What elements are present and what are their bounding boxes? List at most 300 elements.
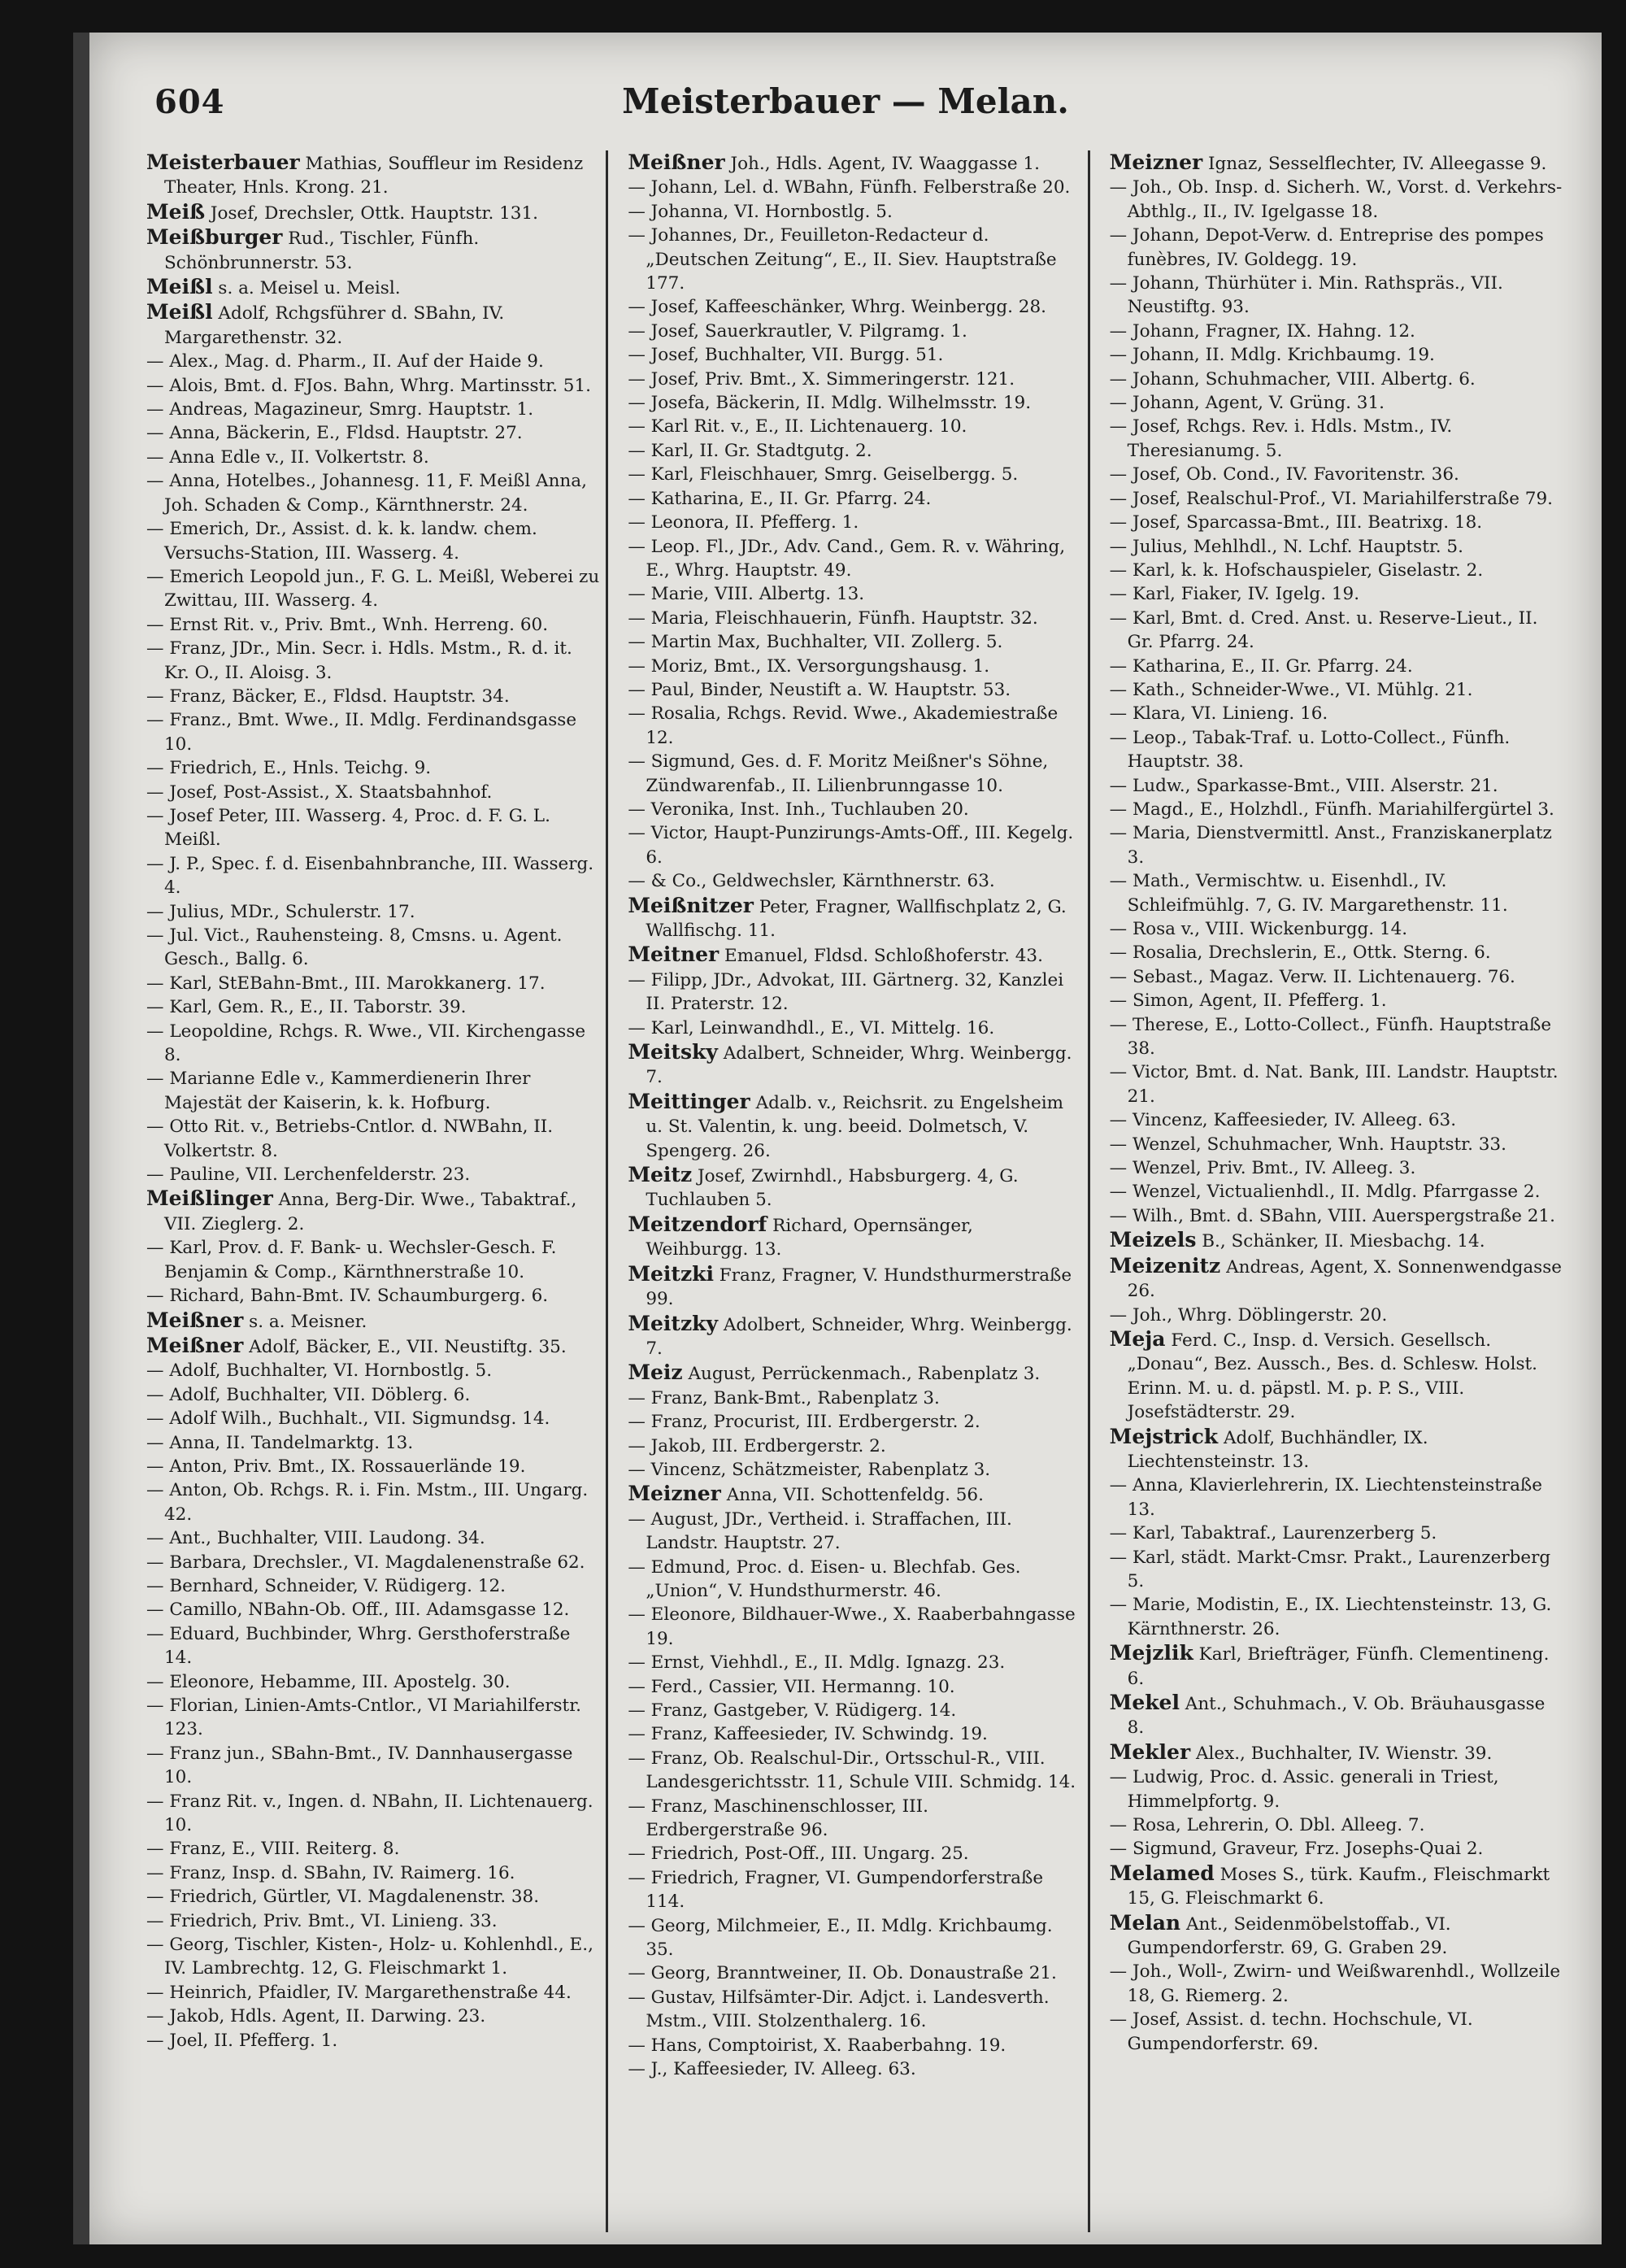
directory-entry [1110,1911,1563,1961]
directory-entry [1110,1425,1563,1474]
directory-entry [1110,1304,1563,1327]
entry-text: — Victor, Haupt-Punzirungs-Amts-Off., III. Kegelg. 6. [628,823,1074,868]
entry-surname: Meittinger [628,1089,750,1113]
entry-text: — Eleonore, Bildhauer-Wwe., X. Raaberbahngasse 19. [628,1604,1076,1649]
entry-text: — Sigmund, Ges. d. F. Moritz Meißner's Söhne, Zündwarenfab., II. Lilienbrunngasse 10. [628,751,1049,796]
directory-entry [1110,463,1563,486]
directory-entry [1110,487,1563,511]
directory-entry [1110,2008,1563,2056]
entry-text: — Paul, Binder, Neustift a. W. Hauptstr. 53. [628,679,1011,700]
directory-entry [146,446,599,469]
directory-entry [1110,1521,1563,1545]
directory-entry [628,176,1080,199]
entry-text: — Julius, Mehlhdl., N. Lchf. Hauptstr. 5. [1109,536,1463,557]
entry-text: s. a. Meisel u. Meisl. [212,278,401,299]
directory-entry [1110,272,1563,320]
entry-text: — Joel, II. Pfefferg. 1. [146,2030,338,2051]
directory-entry [146,900,599,924]
directory-entry [146,924,599,972]
directory-entry [628,1556,1080,1604]
directory-entry [146,1933,599,1981]
directory-entry [146,2005,599,2028]
entry-text: — Simon, Agent, II. Pfefferg. 1. [1109,990,1387,1012]
directory-entry [628,2057,1080,2081]
directory-entry [146,1020,599,1068]
directory-entry [1110,869,1563,917]
entry-text: Josef, Zwirnhdl., Habsburgerg. 4, G. Tuchlauben 5. [646,1166,1019,1211]
entry-text: — Pauline, VII. Lerchenfelderstr. 23. [146,1164,471,1186]
directory-entry [628,487,1080,511]
entry-text: — Florian, Linien-Amts-Cntlor., VI Mariahilferstr. 123. [146,1696,581,1740]
column-left [146,150,608,2232]
entry-text: — Friedrich, Priv. Bmt., VI. Linieng. 33. [146,1910,498,1931]
entry-text: Andreas, Agent, X. Sonnenwendgasse 26. [1127,1256,1562,1302]
directory-entry [628,1866,1080,1914]
directory-entry [1110,1740,1563,1765]
entry-text: August, Perrückenmach., Rabenplatz 3. [682,1364,1041,1385]
entry-surname: Mejzlik [1109,1641,1193,1665]
entry-text: — Rosa, Lehrerin, O. Dbl. Alleeg. 7. [1109,1815,1425,1836]
entry-text: — Vincenz, Schätzmeister, Rabenplatz 3. [628,1459,991,1480]
directory-entry [628,1040,1080,1090]
directory-entry [1110,511,1563,534]
entry-text: — Karl, II. Gr. Stadtgutg. 2. [628,440,872,461]
entry-surname: Melan [1109,1910,1181,1935]
directory-entry [146,1861,599,1885]
directory-entry [628,2034,1080,2057]
entry-text: — Franz, JDr., Min. Secr. i. Hdls. Mstm., R. d. it. Kr. O., II. Aloisg. 3. [146,638,572,683]
entry-surname: Meitzendorf [628,1212,767,1236]
directory-entry [628,655,1080,678]
entry-text: — Georg, Branntweiner, II. Ob. Donaustraße 21. [628,1963,1057,1984]
entry-text: — Franz., Bmt. Wwe., II. Mdlg. Ferdinandsgasse 10. [146,710,577,755]
entry-text: — Emerich, Dr., Assist. d. k. k. landw. chem. Versuchs-Station, III. Wasserg. 4. [146,519,537,564]
directory-entry [628,869,1080,893]
entry-text: — Emerich Leopold jun., F. G. L. Meißl, Weberei zu Zwittau, III. Wasserg. 4. [146,566,600,612]
directory-entry [146,1359,599,1382]
directory-entry [146,1284,599,1308]
entry-surname: Meitzky [628,1311,718,1335]
directory-entry [1110,774,1563,798]
entry-text: — Josef, Priv. Bmt., X. Simmeringerstr. 121. [628,368,1015,390]
directory-entry [146,1455,599,1478]
directory-entry [628,150,1080,176]
entry-text: — Franz, Maschinenschlosser, III. Erdbergerstraße 96. [628,1796,928,1841]
entry-text: — Josef, Post-Assist., X. Staatsbahnhof. [146,781,493,803]
directory-entry [1110,941,1563,964]
entry-text: Anna, VII. Schottenfeldg. 56. [720,1485,984,1506]
entry-text: — Johanna, VI. Hornbostlg. 5. [628,201,893,222]
entry-text: — Marianne Edle v., Kammerdienerin Ihrer Majestät der Kaiserin, k. k. Hofburg. [146,1069,531,1113]
directory-entry [1110,1813,1563,1837]
entry-text: — August, JDr., Vertheid. i. Straffachen, III. Landstr. Hauptstr. 27. [628,1508,1012,1554]
directory-entry [146,1885,599,1909]
entry-text: — Anna, Hotelbes., Johannesg. 11, F. Meißl Anna, Joh. Schaden & Comp., Kärnthnerstr. 24. [146,471,587,516]
entry-text: — Johann, Depot-Verw. d. Entreprise des pompes funèbres, IV. Goldegg. 19. [1109,225,1544,270]
entry-text: — Franz, Bank-Bmt., Rabenplatz 3. [628,1387,940,1408]
entry-text: — Joh., Ob. Insp. d. Sicherh. W., Vorst. d. Verkehrs-Abthlg., II., IV. Igelgasse 18. [1109,177,1563,222]
directory-entry [1110,224,1563,272]
page-number: 604 [154,83,225,121]
entry-text: — Friedrich, Fragner, VI. Gumpendorferstraße 114. [628,1867,1044,1913]
directory-entry [146,1837,599,1861]
entry-text: — Anton, Ob. Rchgs. R. i. Fin. Mstm., III. Ungarg. 42. [146,1480,589,1525]
entry-text: — Josef, Sauerkrautler, V. Pilgramg. 1. [628,320,967,342]
entry-text: — Camillo, NBahn-Ob. Off., III. Adamsgasse 12. [146,1600,570,1621]
directory-entry [146,200,599,225]
entry-text: — Friedrich, Gürtler, VI. Magdalenenstr. 38. [146,1887,540,1908]
entry-text: — Martin Max, Buchhalter, VII. Zollerg. 5. [628,632,1003,653]
directory-entry [1110,702,1563,725]
directory-entry [146,637,599,685]
entry-text: — Josef, Realschul-Prof., VI. Mariahilferstraße 79. [1109,488,1553,509]
entry-text: — Adolf, Buchhalter, VI. Hornbostlg. 5. [146,1360,493,1382]
entry-surname: Meizner [628,1482,721,1506]
entry-text: Ant., Schuhmach., V. Ob. Bräuhausgasse 8. [1127,1694,1546,1739]
entry-surname: Meißner [628,150,725,174]
directory-entry [1110,917,1563,941]
directory-entry [146,1694,599,1742]
entry-surname: Meitsky [628,1040,718,1064]
directory-entry [628,1961,1080,1985]
entry-text: — Karl, Gem. R., E., II. Taborstr. 39. [146,997,467,1018]
directory-columns [146,150,1569,2232]
entry-text: Ant., Seidenmöbelstoffab., VI. Gumpendorferstr. 69, G. Graben 29. [1127,1913,1451,1959]
entry-text: — Ant., Buchhalter, VIII. Laudong. 34. [146,1528,485,1549]
directory-entry [146,708,599,756]
entry-text: — Rosa v., VIII. Wickenburgg. 14. [1109,919,1408,939]
directory-entry [628,1914,1080,1962]
entry-text: — Joh., Woll-, Zwirn- und Weißwarenhdl., Wollzeile 18, G. Riemerg. 2. [1109,1961,1561,2006]
directory-entry [628,1163,1080,1212]
directory-entry [146,1574,599,1598]
directory-entry [1110,678,1563,702]
directory-entry [146,756,599,780]
entry-text: Adalbert, Schneider, Whrg. Weinbergg. 7. [646,1043,1072,1088]
entry-surname: Mekel [1109,1691,1180,1714]
entry-surname: Meitz [628,1163,693,1187]
entry-text: — Josefa, Bäckerin, II. Mdlg. Wilhelmsstr. 19. [628,393,1032,414]
entry-text: — Katharina, E., II. Gr. Pfarrg. 24. [1109,655,1413,677]
directory-entry [1110,965,1563,989]
entry-text: — Wenzel, Victualienhdl., II. Mdlg. Pfarrgasse 2. [1109,1182,1541,1203]
directory-entry [146,781,599,804]
directory-entry [628,969,1080,1016]
entry-text: — Franz, Insp. d. SBahn, IV. Raimerg. 16. [146,1862,515,1883]
entry-surname: Meisterbauer [146,150,300,174]
directory-entry [1110,1861,1563,1911]
entry-text: — Julius, MDr., Schulerstr. 17. [146,901,415,922]
entry-text: Rud., Tischler, Fünfh. Schönbrunnerstr. 53. [164,229,480,273]
entry-text: Ferd. C., Insp. d. Versich. Gesellsch. „Donau“, Bez. Aussch., Bes. d. Schlesw. Holst. Erinn. M. u. d. päpstl. M. p. P. S., VIII. Josefstädterstr. 29. [1127,1330,1538,1423]
entry-text: — Veronika, Inst. Inh., Tuchlauben 20. [628,799,969,820]
entry-text: — Andreas, Magazineur, Smrg. Hauptstr. 1. [146,399,534,420]
entry-surname: Meja [1109,1326,1166,1351]
directory-entry [628,224,1080,295]
directory-entry [146,225,599,275]
directory-entry [146,1981,599,2005]
directory-entry [146,1526,599,1550]
entry-surname: Meiß [146,199,206,224]
entry-text: Moses S., türk. Kaufm., Fleischmarkt 15, G. Fleischmarkt 6. [1127,1864,1550,1909]
entry-surname: Mekler [1109,1739,1191,1764]
directory-entry [628,1699,1080,1722]
directory-entry [146,1383,599,1407]
entry-text: — Johann, II. Mdlg. Krichbaumg. 19. [1109,345,1435,366]
entry-text: — Eduard, Buchbinder, Whrg. Gersthoferstraße 14. [146,1623,571,1669]
directory-entry [146,469,599,517]
entry-text: — Alois, Bmt. d. FJos. Bahn, Whrg. Martinsstr. 51. [146,375,591,396]
entry-text: — Leop., Tabak-Traf. u. Lotto-Collect., Fünfh. Hauptstr. 38. [1109,727,1511,773]
directory-entry [1110,535,1563,559]
entry-text: Emanuel, Fldsd. Schloßhoferstr. 43. [719,946,1043,967]
entry-text: Peter, Fragner, Wallfischplatz 2, G. Wallfischg. 11. [646,896,1067,941]
directory-entry [1110,1691,1563,1740]
entry-text: — Franz, Kaffeesieder, IV. Schwindg. 19. [628,1724,988,1745]
directory-entry [628,1795,1080,1843]
entry-text: — Johann, Fragner, IX. Hahng. 12. [1109,320,1415,342]
entry-text: — Bernhard, Schneider, V. Rüdigerg. 12. [146,1575,506,1596]
entry-text: — Vincenz, Kaffeesieder, IV. Alleeg. 63. [1109,1110,1457,1131]
entry-text: — Barbara, Drechsler., VI. Magdalenenstraße 62. [146,1552,585,1573]
entry-text: — Anna, II. Tandelmarktg. 13. [146,1432,414,1453]
directory-entry [146,1407,599,1430]
entry-text: — Joh., Whrg. Döblingerstr. 20. [1109,1304,1388,1326]
directory-entry [146,1790,599,1838]
entry-text: Josef, Drechsler, Ottk. Hauptstr. 131. [205,202,538,224]
directory-entry [1110,607,1563,655]
entry-text: Adolbert, Schneider, Whrg. Weinbergg. 7. [646,1314,1072,1359]
directory-entry [628,439,1080,463]
directory-entry [1110,150,1563,176]
entry-text: — Karl, Fleischhauer, Smrg. Geiselbergg. 5. [628,464,1019,485]
entry-text: — Ernst Rit. v., Priv. Bmt., Wnh. Herreng. 60. [146,614,549,635]
entry-text: — Jul. Vict., Rauhensteing. 8, Cmsns. u. Agent. Gesch., Ballg. 6. [146,925,563,970]
entry-text: Adolf, Bäcker, E., VII. Neustiftg. 35. [243,1336,567,1357]
entry-text: Joh., Hdls. Agent, IV. Waaggasse 1. [724,154,1040,174]
directory-entry [146,1622,599,1670]
directory-entry [628,798,1080,821]
entry-text: Franz, Fragner, V. Hundsthurmerstraße 99. [646,1265,1072,1310]
entry-surname: Meizels [1109,1228,1197,1252]
directory-entry [628,1458,1080,1482]
entry-text: — Karl, Prov. d. F. Bank- u. Wechsler-Gesch. F. Benjamin & Comp., Kärnthnerstraße 10. [146,1238,557,1282]
entry-text: — Kath., Schneider-Wwe., VI. Mühlg. 21. [1109,679,1473,700]
directory-entry [146,517,599,565]
entry-text: — Hans, Comptoirist, X. Raaberbahng. 19. [628,2035,1006,2056]
entry-text: — Franz, Bäcker, E., Fldsd. Hauptstr. 34. [146,686,510,707]
entry-text: — Katharina, E., II. Gr. Pfarrg. 24. [628,488,932,509]
directory-entry [1110,1546,1563,1594]
directory-entry [1110,1060,1563,1108]
entry-text: — Friedrich, E., Hnls. Teichg. 9. [146,758,432,779]
entry-surname: Meißburger [146,225,283,250]
column-right [1110,150,1569,2232]
entry-surname: Meitner [628,942,720,967]
directory-entry [1110,559,1563,582]
entry-text: — J., Kaffeesieder, IV. Alleeg. 63. [628,2059,916,2080]
entry-surname: Meißner [146,1333,244,1357]
entry-text: — & Co., Geldwechsler, Kärnthnerstr. 63. [628,871,995,892]
directory-entry [1110,1474,1563,1521]
entry-text: — Franz, Gastgeber, V. Rüdigerg. 14. [628,1700,957,1721]
entry-text: — Josef, Kaffeeschänker, Whrg. Weinbergg. 28. [628,297,1046,318]
directory-entry [628,511,1080,534]
entry-text: — Karl, Leinwandhdl., E., VI. Mittelg. 16. [628,1017,995,1038]
entry-text: — Georg, Milchmeier, E., II. Mdlg. Krichbaumg. 35. [628,1915,1053,1961]
directory-entry [628,343,1080,367]
directory-entry [628,1508,1080,1556]
directory-entry [1110,391,1563,415]
entry-text: — Johann, Lel. d. WBahn, Fünfh. Felberstraße 20. [628,177,1071,198]
directory-entry [1110,176,1563,224]
directory-entry [628,415,1080,438]
directory-entry [628,1603,1080,1651]
entry-text: — Jakob, III. Erdbergerstr. 2. [628,1435,886,1456]
entry-text: — Ernst, Viehhdl., E., II. Mdlg. Ignazg. 23. [628,1652,1006,1674]
entry-text: — Karl, k. k. Hofschauspieler, Giselastr. 2. [1109,559,1484,581]
entry-text: — Franz, Ob. Realschul-Dir., Ortsschul-R., VIII. Landesgerichtsstr. 11, Schule VIII. Schmidg. 14. [628,1748,1076,1793]
entry-text: — Georg, Tischler, Kisten-, Holz- u. Kohlenhdl., E., IV. Lambrechtg. 12, G. Fleischmarkt 1. [146,1935,593,1979]
entry-text: — Sigmund, Graveur, Frz. Josephs-Quai 2. [1109,1839,1484,1860]
directory-entry [146,374,599,398]
directory-entry [628,821,1080,869]
entry-text: — Rosalia, Rchgs. Revid. Wwe., Akademiestraße 12. [628,703,1059,748]
entry-text: — Math., Vermischtw. u. Eisenhdl., IV. Schleifmühlg. 7, G. IV. Margarethenstr. 11. [1109,871,1508,916]
directory-entry [146,1742,599,1790]
entry-text: — Sebast., Magaz. Verw. II. Lichtenauerg. 76. [1109,966,1515,987]
entry-text: — Karl, Tabaktraf., Laurenzerberg 5. [1109,1523,1437,1544]
directory-entry [1110,1641,1563,1691]
directory-entry [146,1115,599,1163]
entry-text: Richard, Opernsänger, Weihburgg. 13. [646,1215,973,1260]
directory-entry [146,1478,599,1526]
directory-entry [628,942,1080,968]
directory-entry [628,1386,1080,1410]
entry-text: — Leop. Fl., JDr., Adv. Cand., Gem. R. v. Währing, E., Whrg. Hauptstr. 49. [628,536,1066,581]
entry-surname: Meizner [1109,150,1203,174]
directory-entry [146,685,599,708]
directory-entry [1110,1327,1563,1425]
entry-text: — Eleonore, Hebamme, III. Apostelg. 30. [146,1671,511,1692]
directory-entry [146,1308,599,1334]
entry-surname: Meißlinger [146,1186,273,1211]
entry-text: — Anton, Priv. Bmt., IX. Rossauerlände 19. [146,1456,526,1477]
entry-text: — Wilh., Bmt. d. SBahn, VIII. Auerspergstraße 21. [1109,1205,1555,1226]
directory-entry [628,320,1080,343]
entry-text: — Jakob, Hdls. Agent, II. Darwing. 23. [146,2006,486,2027]
directory-entry [628,1434,1080,1458]
entry-surname: Meitzki [628,1261,714,1286]
entry-text: — Anna, Klavierlehrerin, IX. Liechtensteinstraße 13. [1109,1475,1543,1520]
directory-entry [1110,415,1563,463]
directory-entry [1110,1254,1563,1304]
directory-entry [628,582,1080,606]
entry-text: — Johannes, Dr., Feuilleton-Redacteur d. „Deutschen Zeitung“, E., II. Siev. Hauptstraße 177. [628,225,1057,294]
directory-entry [146,421,599,445]
entry-text: Alex., Buchhalter, IV. Wienstr. 39. [1190,1743,1493,1764]
directory-entry [146,972,599,995]
directory-entry [146,1236,599,1284]
directory-entry [628,391,1080,415]
directory-entry [1110,1108,1563,1132]
entry-text: — Josef, Assist. d. techn. Hochschule, VI. Gumpendorferstr. 69. [1109,2009,1473,2054]
directory-entry [628,1482,1080,1507]
directory-entry [146,275,599,300]
directory-entry [146,565,599,613]
entry-text: — Johann, Agent, V. Grüng. 31. [1109,393,1385,414]
directory-entry [146,350,599,373]
entry-text: — Adolf, Buchhalter, VII. Döblerg. 6. [146,1384,471,1405]
entry-text: — Filipp, JDr., Advokat, III. Gärtnerg. 32, Kanzlei II. Praterstr. 12. [628,969,1064,1015]
directory-entry [1110,1228,1563,1253]
directory-entry [1110,1837,1563,1861]
directory-entry [1110,320,1563,343]
entry-text: — Karl, Bmt. d. Cred. Anst. u. Reserve-Lieut., II. Gr. Pfarrg. 24. [1109,607,1538,653]
directory-entry [628,1675,1080,1699]
directory-entry [146,2029,599,2053]
directory-entry [628,1212,1080,1262]
directory-entry [1110,821,1563,869]
directory-entry [1110,368,1563,391]
directory-entry [146,150,599,200]
entry-text: — Franz Rit. v., Ingen. d. NBahn, II. Lichtenauerg. 10. [146,1791,593,1836]
directory-entry [628,702,1080,750]
entry-text: — Josef, Sparcassa-Bmt., III. Beatrixg. 18. [1109,512,1483,533]
directory-entry [146,1909,599,1933]
entry-text: — Josef, Ob. Cond., IV. Favoritenstr. 36. [1109,464,1459,485]
entry-text: — Heinrich, Pfaidler, IV. Margarethenstraße 44. [146,1982,572,2003]
entry-text: B., Schänker, II. Miesbachg. 14. [1196,1231,1485,1252]
entry-text: — Gustav, Hilfsämter-Dir. Adjct. i. Landesverth. Mstm., VIII. Stolzenthalerg. 16. [628,1987,1050,2032]
entry-text: — Wenzel, Priv. Bmt., IV. Alleeg. 3. [1109,1158,1416,1179]
directory-entry [628,295,1080,319]
entry-text: — Alex., Mag. d. Pharm., II. Auf der Haide 9. [146,351,544,372]
directory-entry [628,1986,1080,2034]
directory-entry [1110,1133,1563,1156]
entry-text: Adolf, Rchgsführer d. SBahn, IV. Margarethenstr. 32. [164,303,505,348]
entry-text: — Maria, Fleischhauerin, Fünfh. Hauptstr. 32. [628,607,1038,629]
entry-text: Karl, Briefträger, Fünfh. Clementineng. 6. [1127,1644,1550,1689]
entry-text: — Johann, Schuhmacher, VIII. Albertg. 6. [1109,368,1476,390]
entry-text: — Marie, VIII. Albertg. 13. [628,584,865,605]
entry-text: — Victor, Bmt. d. Nat. Bank, III. Landstr. Hauptstr. 21. [1109,1062,1559,1107]
directory-entry [1110,343,1563,367]
directory-entry [1110,1960,1563,2008]
directory-entry [628,1651,1080,1674]
directory-entry [1110,1765,1563,1813]
directory-entry [628,1262,1080,1312]
directory-entry [146,1334,599,1359]
entry-text: Adolf, Buchhändler, IX. Liechtensteinstr. 13. [1127,1427,1428,1472]
directory-entry [146,300,599,350]
directory-page [89,33,1602,2244]
entry-text: — Anna, Bäckerin, E., Fldsd. Hauptstr. 27. [146,423,523,444]
entry-text: — Josef, Buchhalter, VII. Burgg. 51. [628,345,944,366]
directory-entry [628,1410,1080,1434]
entry-text: — Karl Rit. v., E., II. Lichtenauerg. 10. [628,416,967,437]
directory-entry [628,1747,1080,1795]
directory-entry [146,1431,599,1455]
entry-surname: Meizenitz [1109,1253,1221,1278]
directory-entry [628,200,1080,224]
directory-entry [628,678,1080,702]
entry-text: — Karl, Fiaker, IV. Igelg. 19. [1109,584,1360,605]
entry-text: — Josef, Rchgs. Rev. i. Hdls. Mstm., IV. Theresianumg. 5. [1109,416,1453,461]
entry-text: — Rosalia, Drechslerin, E., Ottk. Sterng. 6. [1109,942,1491,964]
directory-entry [628,750,1080,798]
entry-surname: Mejstrick [1109,1424,1219,1448]
